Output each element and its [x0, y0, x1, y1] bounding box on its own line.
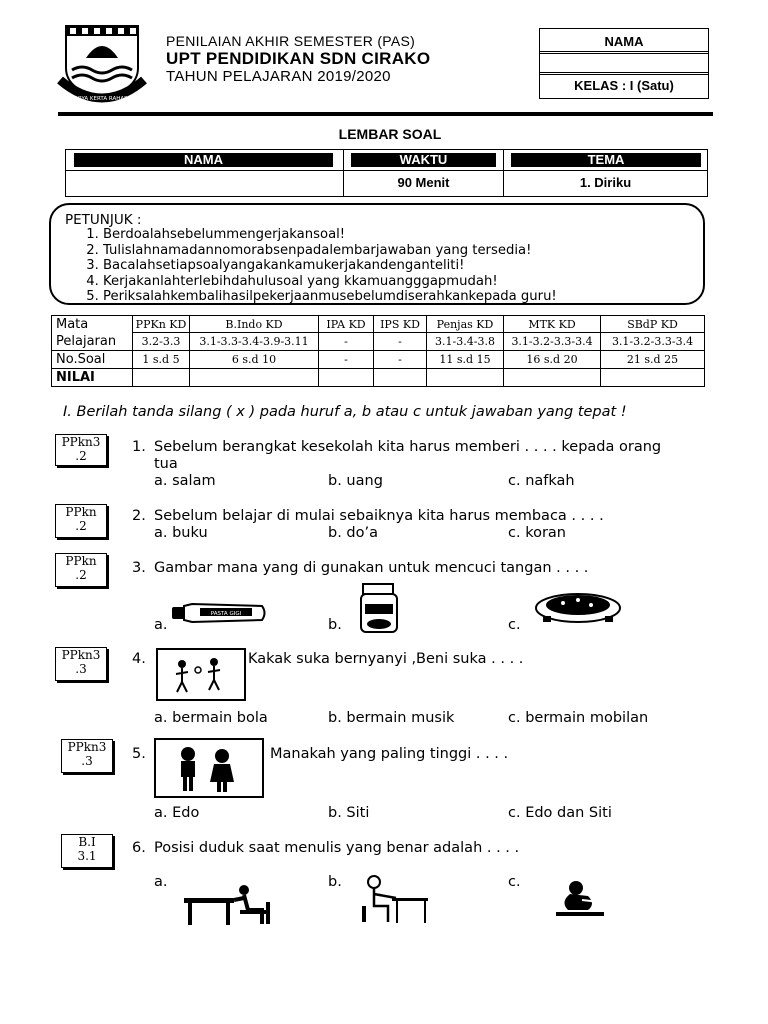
kd-tag: PPkn3 .3 [55, 647, 107, 681]
nilai-cell[interactable] [374, 369, 427, 387]
kd-cell: 3.1-3.2-3.3-3.4 [601, 333, 705, 351]
section-instruction: I. Berilah tanda silang ( x ) pada huruf a, b atau c untuk jawaban yang tepat ! [63, 404, 627, 420]
row-label-nosoal: No.Soal [52, 351, 133, 369]
question-text: Manakah yang paling tinggi . . . . [270, 746, 509, 762]
nosoal-cell: - [374, 351, 427, 369]
option-c[interactable]: c. bermain mobilan [508, 710, 649, 726]
col-tema: TEMA [511, 153, 701, 167]
waktu-value: 90 Menit [397, 175, 450, 190]
kd-header: MTK KD [504, 316, 601, 333]
nama-value-cell[interactable] [66, 171, 343, 196]
kelas-box: KELAS : I (Satu) [539, 72, 709, 99]
row-label-nilai: NILAI [52, 369, 133, 387]
option-c[interactable]: c. Edo dan Siti [508, 805, 612, 821]
option-b[interactable]: b. do’a [328, 525, 378, 541]
option-c[interactable]: c. koran [508, 525, 566, 541]
header-divider [58, 112, 713, 116]
kd-header: SBdP KD [601, 316, 705, 333]
nosoal-cell: 16 s.d 20 [504, 351, 601, 369]
option-a[interactable]: a. bermain bola [154, 710, 268, 726]
option-b[interactable]: b. [328, 617, 342, 633]
kd-tag: PPkn .2 [55, 504, 107, 538]
kd-cell: 3.2-3.3 [133, 333, 190, 351]
kd-header: Penjas KD [427, 316, 504, 333]
school-name: UPT PENDIDIKAN SDN CIRAKO [166, 49, 431, 68]
question-text: Gambar mana yang di gunakan untuk mencuci tangan . . . . [154, 560, 589, 576]
nosoal-cell: - [319, 351, 374, 369]
kd-tag: B.I 3.1 [61, 834, 113, 868]
petunjuk-item: 5. Periksalahkembalihasilpekerjaanmusebelumdiserahkankepada guru! [103, 289, 701, 305]
row-label-mata: Mata [56, 317, 89, 332]
option-c[interactable]: c. [508, 617, 521, 633]
question-number: 5. [132, 746, 146, 762]
soap-dish-picture [533, 586, 623, 626]
nosoal-cell: 6 s.d 10 [190, 351, 319, 369]
row-label-pelajaran: Pelajaran [56, 334, 117, 349]
nilai-cell[interactable] [427, 369, 504, 387]
toothpaste-picture [170, 598, 270, 628]
sheet-title: LEMBAR SOAL [338, 126, 442, 142]
question-number: 2. [132, 508, 146, 524]
col-waktu: WAKTU [351, 153, 496, 167]
kd-header: B.Indo KD [190, 316, 319, 333]
edo-siti-picture [154, 738, 264, 798]
nilai-cell[interactable] [190, 369, 319, 387]
kd-tag: PPkn3 .2 [55, 434, 107, 466]
kd-header: PPKn KD [133, 316, 190, 333]
question-number: 6. [132, 840, 146, 856]
petunjuk-box [49, 203, 705, 305]
option-b[interactable]: b. Siti [328, 805, 370, 821]
question-number: 3. [132, 560, 146, 576]
petunjuk-list [51, 227, 701, 305]
children-playing-picture [156, 648, 246, 701]
kd-cell: 3.1-3.4-3.8 [427, 333, 504, 351]
petunjuk-item: 2. Tulislahnamadannomorabsenpadalembarjawaban yang tersedia! [103, 243, 701, 259]
kd-header: IPA KD [319, 316, 374, 333]
question-number: 4. [132, 651, 146, 667]
nilai-cell[interactable] [601, 369, 705, 387]
option-a[interactable]: a. buku [154, 525, 208, 541]
kd-cell: 3.1-3.2-3.3-3.4 [504, 333, 601, 351]
col-nama: NAMA [74, 153, 333, 167]
tema-value: 1. Diriku [579, 175, 632, 190]
option-a[interactable]: a. Edo [154, 805, 200, 821]
option-b[interactable]: b. uang [328, 473, 383, 489]
option-b[interactable]: b. bermain musik [328, 710, 455, 726]
nilai-cell[interactable] [504, 369, 601, 387]
kd-cell: 3.1-3.3-3.4-3.9-3.11 [190, 333, 319, 351]
option-a[interactable]: a. [154, 874, 168, 890]
petunjuk-item: 1. Berdoalahsebelummengerjakansoal! [103, 227, 701, 243]
option-c[interactable]: c. [508, 874, 521, 890]
question-text-cont: tua [154, 456, 178, 472]
nosoal-cell: 11 s.d 15 [427, 351, 504, 369]
nilai-cell[interactable] [319, 369, 374, 387]
option-a[interactable]: a. salam [154, 473, 216, 489]
kd-table [51, 315, 705, 387]
shampoo-bottle-picture [355, 582, 405, 634]
kd-header: IPS KD [374, 316, 427, 333]
question-text: Posisi duduk saat menulis yang benar adalah . . . . [154, 840, 520, 856]
school-year: TAHUN PELAJARAN 2019/2020 [166, 68, 391, 85]
question-text: Kakak suka bernyanyi ,Beni suka . . . . [248, 651, 524, 667]
question-text: Sebelum belajar di mulai sebaiknya kita harus membaca . . . . [154, 508, 604, 524]
kd-cell: - [319, 333, 374, 351]
nosoal-cell: 1 s.d 5 [133, 351, 190, 369]
kd-tag: PPkn .2 [55, 553, 107, 587]
nilai-cell[interactable] [133, 369, 190, 387]
option-b[interactable]: b. [328, 874, 342, 890]
option-a[interactable]: a. [154, 617, 168, 633]
petunjuk-item: 3. Bacalahsetiapsoalyangakankamukerjakandenganteliti! [103, 258, 701, 274]
sheet-info-table [65, 149, 708, 197]
sitting-position-a-picture [178, 882, 282, 926]
sitting-position-c-picture [542, 878, 612, 922]
kd-tag: PPkn3 .3 [61, 739, 113, 773]
svg-text:PASTA GIGI: PASTA GIGI [210, 611, 242, 617]
question-number: 1. [132, 439, 146, 455]
school-logo [56, 20, 148, 106]
question-text: Sebelum berangkat kesekolah kita harus memberi . . . . kepada orang [154, 439, 662, 455]
kd-cell: - [374, 333, 427, 351]
nosoal-cell: 21 s.d 25 [601, 351, 705, 369]
petunjuk-title: PETUNJUK : [65, 212, 142, 228]
svg-text:KARYA KERTA RAHARJA: KARYA KERTA RAHARJA [70, 96, 134, 102]
sitting-position-b-picture [352, 872, 432, 926]
option-c[interactable]: c. nafkah [508, 473, 575, 489]
nama-label-box: NAMA [539, 28, 709, 54]
petunjuk-item: 4. Kerjakanlahterlebihdahulusoal yang kkamuangggapmudah! [103, 274, 701, 290]
exam-title: PENILAIAN AKHIR SEMESTER (PAS) [166, 33, 416, 49]
